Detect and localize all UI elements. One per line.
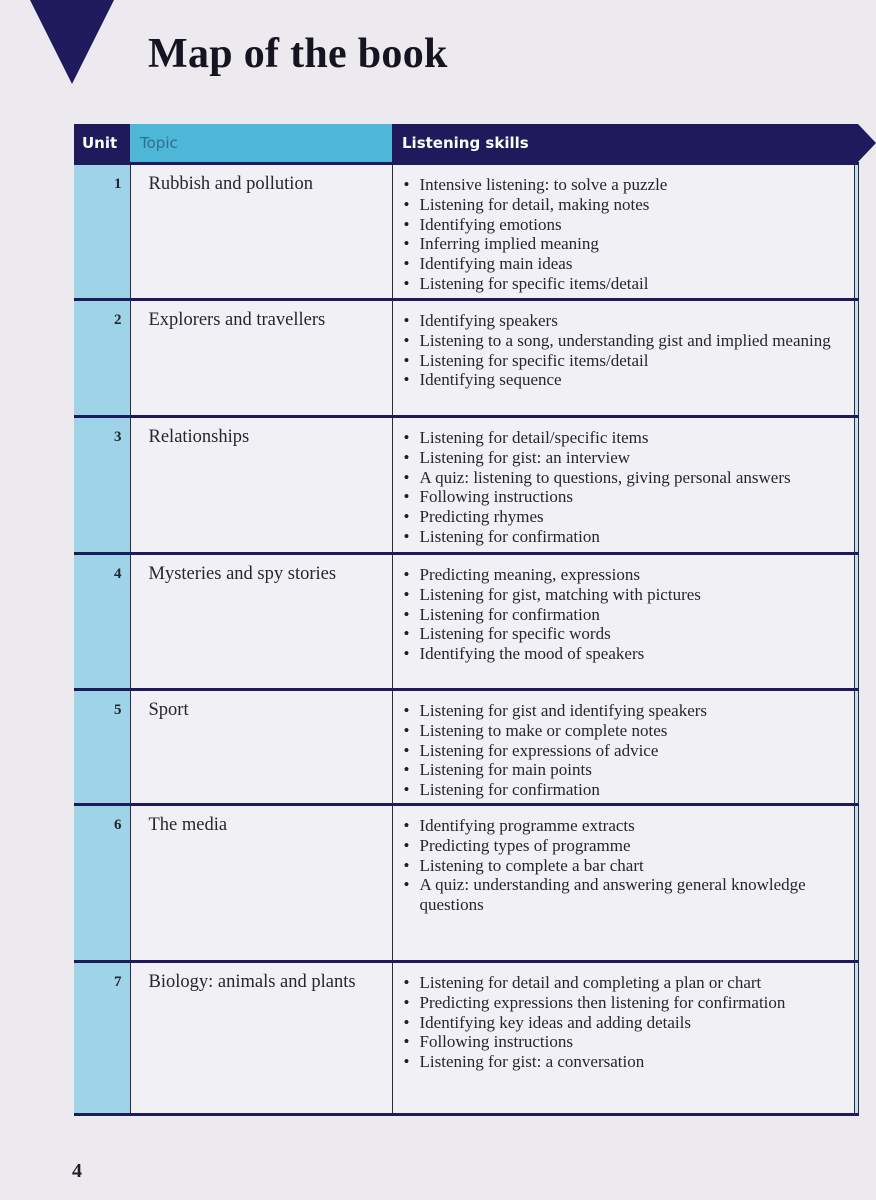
skills-list (401, 973, 840, 1072)
right-edge-band (854, 805, 858, 962)
skills-list (401, 701, 840, 800)
unit-number: 3 (74, 417, 130, 554)
skill-item: • Identifying programme extracts (401, 816, 840, 836)
table-row (74, 164, 858, 300)
skills-list (401, 175, 840, 294)
skill-item: • Listening for confirmation (401, 780, 840, 800)
skill-item: • A quiz: listening to questions, giving personal answers (401, 468, 840, 488)
skill-item: • Listening to complete a bar chart (401, 856, 840, 876)
topic-cell: Relationships (130, 417, 392, 554)
skill-item: • Following instructions (401, 1032, 840, 1052)
topic-cell: Biology: animals and plants (130, 962, 392, 1115)
skill-item: • Listening for gist and identifying speakers (401, 701, 840, 721)
header-arrow-tab (858, 124, 876, 162)
topic-cell: Rubbish and pollution (130, 164, 392, 300)
unit-number: 5 (74, 690, 130, 805)
skill-item: • Identifying key ideas and adding details (401, 1013, 840, 1033)
skill-item: • Predicting types of programme (401, 836, 840, 856)
right-edge-band (854, 690, 858, 805)
skill-item: • Listening for specific words (401, 624, 840, 644)
right-edge-band (854, 417, 858, 554)
right-edge-band (854, 554, 858, 690)
skill-item: • Listening for expressions of advice (401, 741, 840, 761)
unit-number: 7 (74, 962, 130, 1115)
map-of-book-table (74, 124, 859, 1116)
table-row (74, 805, 858, 962)
table-row (74, 300, 858, 417)
skill-item: • Listening for specific items/detail (401, 351, 840, 371)
skill-item: • Listening for gist, matching with pictures (401, 585, 840, 605)
skill-item: • Predicting expressions then listening for confirmation (401, 993, 840, 1013)
listening-skills-cell (392, 805, 854, 962)
skills-list (401, 565, 840, 664)
right-edge-band (854, 300, 858, 417)
table-row (74, 690, 858, 805)
listening-skills-cell (392, 417, 854, 554)
table-row (74, 962, 858, 1115)
skill-item: • Listening to a song, understanding gist and implied meaning (401, 331, 840, 351)
skill-item: • Identifying speakers (401, 311, 840, 331)
skill-item: • Identifying sequence (401, 370, 840, 390)
skill-item: • Listening for specific items/detail (401, 274, 840, 294)
skills-list (401, 311, 840, 390)
page-title: Map of the book (148, 31, 448, 77)
skill-item: • Listening for detail/specific items (401, 428, 840, 448)
skills-list (401, 428, 840, 547)
skill-item: • Identifying emotions (401, 215, 840, 235)
header-unit: Unit (74, 124, 130, 164)
listening-skills-cell (392, 300, 854, 417)
skill-item: • Listening for detail, making notes (401, 195, 840, 215)
table-body (74, 164, 858, 1115)
topic-cell: Mysteries and spy stories (130, 554, 392, 690)
skill-item: • Listening for confirmation (401, 605, 840, 625)
topic-cell: The media (130, 805, 392, 962)
listening-skills-cell (392, 554, 854, 690)
header-listening-skills: Listening skills (392, 124, 858, 164)
skill-item: • Listening for detail and completing a plan or chart (401, 973, 840, 993)
skill-item: • Predicting rhymes (401, 507, 840, 527)
skill-item: • Listening to make or complete notes (401, 721, 840, 741)
corner-triangle-decoration (30, 0, 114, 84)
skill-item: • Listening for gist: a conversation (401, 1052, 840, 1072)
table-header-row (74, 124, 858, 164)
skill-item: • Identifying the mood of speakers (401, 644, 840, 664)
topic-cell: Sport (130, 690, 392, 805)
header-topic: Topic (130, 124, 392, 164)
skill-item: • Listening for confirmation (401, 527, 840, 547)
skill-item: • Listening for gist: an interview (401, 448, 840, 468)
right-edge-band (854, 962, 858, 1115)
skill-item: • Intensive listening: to solve a puzzle (401, 175, 840, 195)
page-number: 4 (72, 1160, 82, 1182)
skill-item: • Predicting meaning, expressions (401, 565, 840, 585)
skill-item: • Listening for main points (401, 760, 840, 780)
skill-item: • Inferring implied meaning (401, 234, 840, 254)
unit-number: 2 (74, 300, 130, 417)
unit-number: 1 (74, 164, 130, 300)
table-row (74, 554, 858, 690)
skills-list (401, 816, 840, 915)
right-edge-band (854, 164, 858, 300)
unit-number: 4 (74, 554, 130, 690)
topic-cell: Explorers and travellers (130, 300, 392, 417)
skill-item: • Identifying main ideas (401, 254, 840, 274)
listening-skills-cell (392, 690, 854, 805)
table-row (74, 417, 858, 554)
skill-item: • Following instructions (401, 487, 840, 507)
listening-skills-cell (392, 962, 854, 1115)
listening-skills-cell (392, 164, 854, 300)
unit-number: 6 (74, 805, 130, 962)
skill-item: • A quiz: understanding and answering general knowledge questions (401, 875, 840, 915)
